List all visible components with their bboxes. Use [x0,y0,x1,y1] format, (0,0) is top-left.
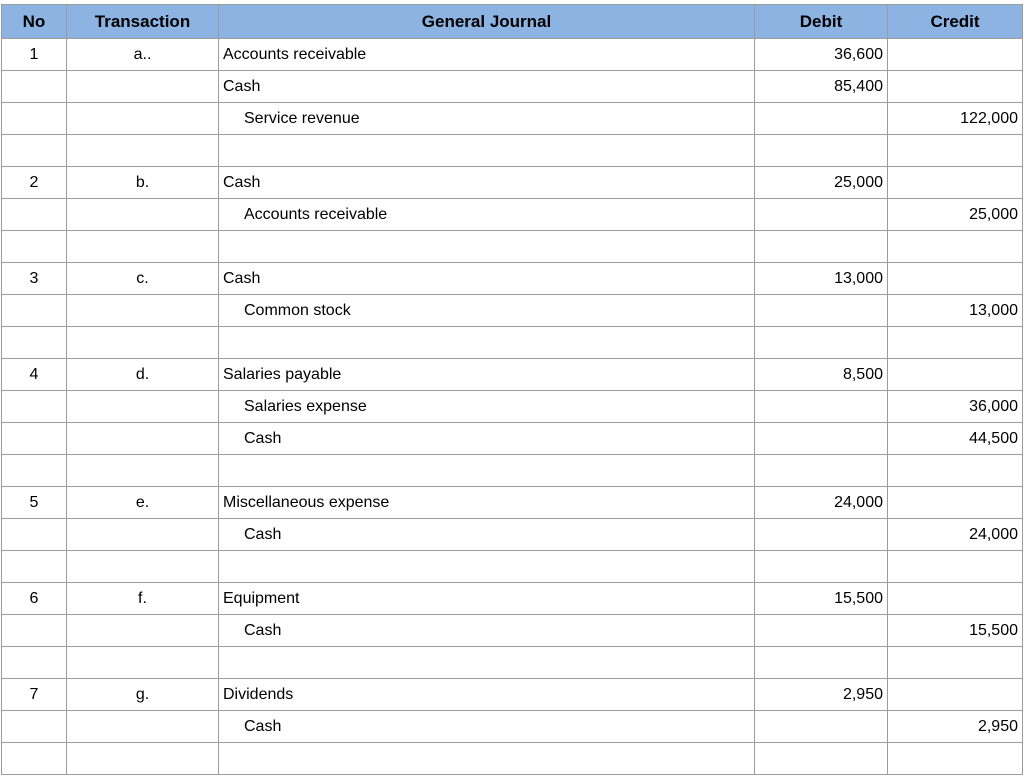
transaction-cell [67,391,219,423]
transaction-cell [67,743,219,775]
table-row [2,167,1023,199]
debit-cell [755,615,888,647]
transaction-cell [67,199,219,231]
no-cell: 6 [2,583,67,615]
account-cell [219,743,755,775]
debit-cell [755,743,888,775]
table-row [2,295,1023,327]
credit-cell [888,743,1023,775]
debit-cell: 36,600 [755,39,888,71]
debit-cell [755,711,888,743]
account-cell [219,231,755,263]
table-row [2,615,1023,647]
credit-cell: 122,000 [888,103,1023,135]
account-cell: Miscellaneous expense [219,487,755,519]
credit-cell [888,327,1023,359]
credit-cell [888,679,1023,711]
account-cell: Cash [219,423,755,455]
no-cell [2,743,67,775]
table-row [2,423,1023,455]
column-header-credit: Credit [888,5,1023,39]
table-row [2,519,1023,551]
table-row [2,391,1023,423]
transaction-cell [67,423,219,455]
credit-cell [888,487,1023,519]
table-row [2,39,1023,71]
table-row [2,71,1023,103]
no-cell: 2 [2,167,67,199]
table-body [2,39,1023,775]
no-cell: 1 [2,39,67,71]
table-row [2,743,1023,775]
table-row [2,455,1023,487]
account-cell: Cash [219,263,755,295]
account-cell: Cash [219,167,755,199]
credit-cell [888,71,1023,103]
table-row [2,231,1023,263]
no-cell [2,71,67,103]
account-cell: Dividends [219,679,755,711]
account-cell: Cash [219,519,755,551]
no-cell [2,551,67,583]
no-cell [2,135,67,167]
account-cell: Salaries payable [219,359,755,391]
no-cell [2,615,67,647]
credit-cell [888,455,1023,487]
transaction-cell [67,711,219,743]
debit-cell: 85,400 [755,71,888,103]
credit-cell [888,551,1023,583]
transaction-cell: f. [67,583,219,615]
account-cell [219,327,755,359]
no-cell [2,455,67,487]
credit-cell [888,263,1023,295]
column-header-general-journal: General Journal [219,5,755,39]
no-cell [2,391,67,423]
transaction-cell [67,295,219,327]
credit-cell [888,647,1023,679]
credit-cell [888,167,1023,199]
account-cell: Service revenue [219,103,755,135]
account-cell: Accounts receivable [219,39,755,71]
table-row [2,711,1023,743]
table-row [2,647,1023,679]
transaction-cell [67,71,219,103]
transaction-cell: b. [67,167,219,199]
credit-cell: 44,500 [888,423,1023,455]
transaction-cell [67,455,219,487]
no-cell [2,647,67,679]
credit-cell: 13,000 [888,295,1023,327]
debit-cell [755,199,888,231]
no-cell [2,199,67,231]
table-row [2,487,1023,519]
transaction-cell [67,103,219,135]
account-cell: Common stock [219,295,755,327]
debit-cell [755,391,888,423]
debit-cell [755,551,888,583]
table-row [2,103,1023,135]
debit-cell: 13,000 [755,263,888,295]
transaction-cell: c. [67,263,219,295]
debit-cell [755,647,888,679]
transaction-cell: d. [67,359,219,391]
credit-cell [888,39,1023,71]
no-cell [2,231,67,263]
table-row [2,359,1023,391]
debit-cell: 15,500 [755,583,888,615]
transaction-cell [67,135,219,167]
debit-cell [755,295,888,327]
no-cell [2,295,67,327]
table-row [2,327,1023,359]
account-cell: Accounts receivable [219,199,755,231]
no-cell: 3 [2,263,67,295]
debit-cell [755,103,888,135]
debit-cell [755,327,888,359]
transaction-cell [67,647,219,679]
account-cell [219,135,755,167]
table-row [2,135,1023,167]
debit-cell [755,423,888,455]
transaction-cell [67,231,219,263]
debit-cell [755,455,888,487]
debit-cell: 8,500 [755,359,888,391]
debit-cell [755,519,888,551]
table-row [2,263,1023,295]
debit-cell [755,231,888,263]
transaction-cell [67,519,219,551]
account-cell: Cash [219,615,755,647]
account-cell [219,647,755,679]
account-cell [219,455,755,487]
table-row [2,679,1023,711]
header-row [2,5,1023,39]
column-header-debit: Debit [755,5,888,39]
account-cell: Cash [219,711,755,743]
column-header-no: No [2,5,67,39]
no-cell [2,423,67,455]
transaction-cell [67,615,219,647]
no-cell: 5 [2,487,67,519]
transaction-cell [67,327,219,359]
transaction-cell: e. [67,487,219,519]
column-header-transaction: Transaction [67,5,219,39]
account-cell: Equipment [219,583,755,615]
no-cell [2,519,67,551]
account-cell: Cash [219,71,755,103]
credit-cell: 2,950 [888,711,1023,743]
no-cell: 7 [2,679,67,711]
no-cell [2,711,67,743]
credit-cell [888,583,1023,615]
transaction-cell [67,551,219,583]
account-cell: Salaries expense [219,391,755,423]
transaction-cell: g. [67,679,219,711]
table-header [2,5,1023,39]
credit-cell: 25,000 [888,199,1023,231]
no-cell [2,327,67,359]
no-cell: 4 [2,359,67,391]
debit-cell [755,135,888,167]
credit-cell [888,359,1023,391]
table-row [2,199,1023,231]
table-row [2,551,1023,583]
credit-cell [888,231,1023,263]
credit-cell [888,135,1023,167]
account-cell [219,551,755,583]
credit-cell: 24,000 [888,519,1023,551]
general-journal-table [1,4,1023,775]
debit-cell: 2,950 [755,679,888,711]
debit-cell: 24,000 [755,487,888,519]
transaction-cell: a.. [67,39,219,71]
credit-cell: 36,000 [888,391,1023,423]
no-cell [2,103,67,135]
credit-cell: 15,500 [888,615,1023,647]
table-row [2,583,1023,615]
debit-cell: 25,000 [755,167,888,199]
